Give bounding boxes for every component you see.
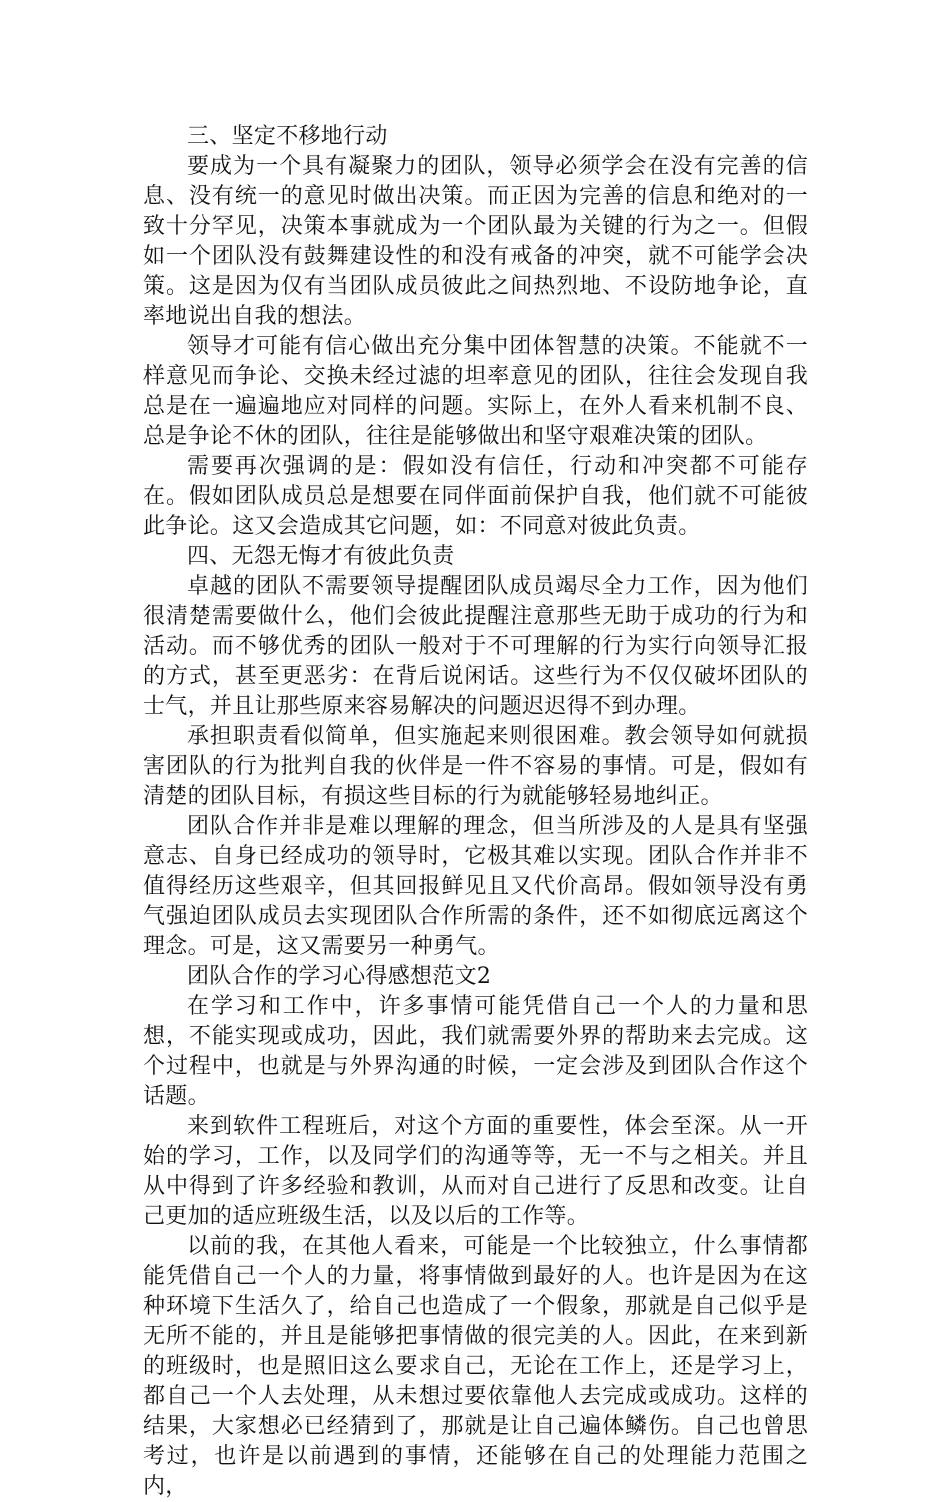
paragraph: 以前的我，在其他人看来，可能是一个比较独立，什么事情都能凭借自己一个人的力量，将事情做到最好的人。也许是因为在这种环境下生活久了，给自己也造成了一个假象，那就是自己似乎是无所不能的，并且是能够把事情做的很完美的人。因此，在来到新的班级时，也是照旧这么要求自己，无论在工作上，还是学习上，都自己一个人去处理，从未想过要依靠他人去完成或成功。这样的结果，大家想必已经猜到了，那就是让自己遍体鳞伤。自己也曾思考过，也许是以前遇到的事情，还能够在自己的处理能力范围之内， [143, 1234, 808, 1499]
document-body [143, 122, 808, 1502]
section-heading-3: 三、坚定不移地行动 [187, 124, 388, 149]
essay-title-2: 团队合作的学习心得感想范文2 [187, 964, 492, 989]
paragraph: 在学习和工作中，许多事情可能凭借自己一个人的力量和思想，不能实现或成功，因此，我们就需要外界的帮助来去完成。这个过程中，也就是与外界沟通的时候，一定会涉及到团队合作这个话题。 [143, 994, 808, 1109]
paragraph: 要成为一个具有凝聚力的团队，领导必须学会在没有完善的信息、没有统一的意见时做出决策。而正因为完善的信息和绝对的一致十分罕见，决策本事就成为一个团队最为关键的行为之一。但假如一个团队没有鼓舞建设性的和没有戒备的冲突，就不可能学会决策。这是因为仅有当团队成员彼此之间热烈地、不设防地争论，直率地说出自我的想法。 [143, 154, 808, 329]
paragraph: 领导才可能有信心做出充分集中团体智慧的决策。不能就不一样意见而争论、交换未经过滤的坦率意见的团队，往往会发现自我总是在一遍遍地应对同样的问题。实际上，在外人看来机制不良、总是争论不休的团队，往往是能够做出和坚守艰难决策的团队。 [143, 334, 808, 449]
paragraph: 团队合作并非是难以理解的理念，但当所涉及的人是具有坚强意志、自身已经成功的领导时，它极其难以实现。团队合作并非不值得经历这些艰辛，但其回报鲜见且又代价高昂。假如领导没有勇气强迫团队成员去实现团队合作所需的条件，还不如彻底远离这个理念。可是，这又需要另一种勇气。 [143, 814, 808, 959]
paragraph: 卓越的团队不需要领导提醒团队成员竭尽全力工作，因为他们很清楚需要做什么，他们会彼此提醒注意那些无助于成功的行为和活动。而不够优秀的团队一般对于不可理解的行为实行向领导汇报的方式，甚至更恶劣：在背后说闲话。这些行为不仅仅破坏团队的士气，并且让那些原来容易解决的问题迟迟得不到办理。 [143, 574, 808, 719]
paragraph: 需要再次强调的是：假如没有信任，行动和冲突都不可能存在。假如团队成员总是想要在同伴面前保护自我，他们就不可能彼此争论。这又会造成其它问题，如：不同意对彼此负责。 [143, 454, 808, 539]
paragraph: 来到软件工程班后，对这个方面的重要性，体会至深。从一开始的学习，工作，以及同学们的沟通等等，无一不与之相关。并且从中得到了许多经验和教训，从而对自己进行了反思和改变。让自己更加的适应班级生活，以及以后的工作等。 [143, 1114, 808, 1229]
section-heading-4: 四、无怨无悔才有彼此负责 [187, 544, 455, 569]
paragraph: 承担职责看似简单，但实施起来则很困难。教会领导如何就损害团队的行为批判自我的伙伴是一件不容易的事情。可是，假如有清楚的团队目标，有损这些目标的行为就能够轻易地纠正。 [143, 724, 808, 809]
